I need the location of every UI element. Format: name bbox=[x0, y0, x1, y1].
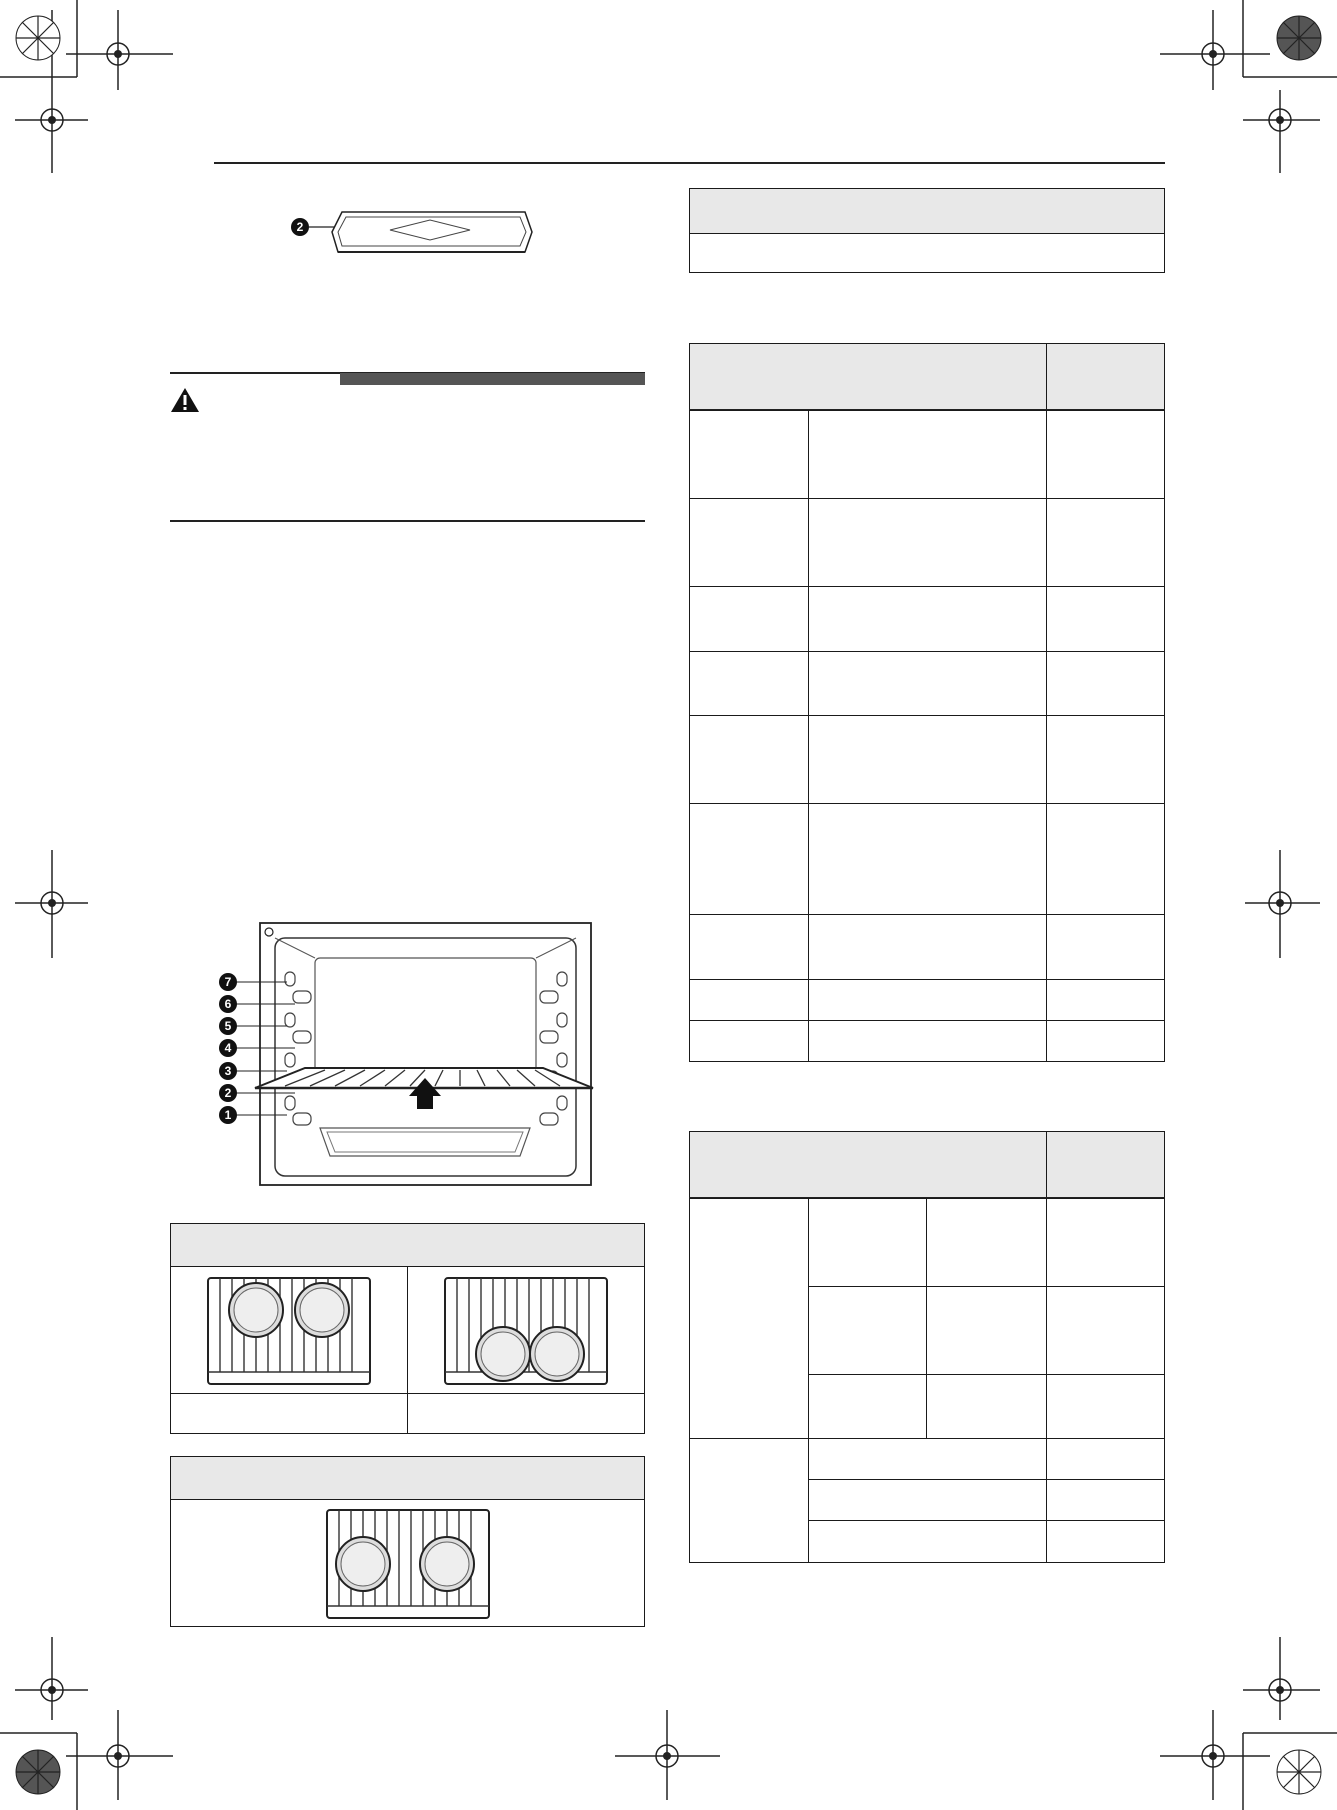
pan-figure bbox=[280, 200, 550, 270]
rack-center-pans-illustration bbox=[325, 1508, 491, 1620]
right-table-3-g2-r1-c4 bbox=[1046, 1438, 1165, 1480]
oven-cavity-illustration bbox=[215, 918, 595, 1188]
right-table-2-row-5-col-1 bbox=[689, 715, 809, 804]
right-table-2-row-3-col-3 bbox=[1046, 586, 1165, 652]
rack-position-2: 2 bbox=[219, 1084, 237, 1102]
right-table-2-row-1-col-2 bbox=[808, 410, 1047, 499]
right-table-3-header-main bbox=[689, 1131, 1047, 1199]
rack-position-4: 4 bbox=[219, 1039, 237, 1057]
rack-bottom-pans-illustration bbox=[443, 1276, 609, 1386]
right-table-2-row-8-col-1 bbox=[689, 979, 809, 1021]
right-table-3-g1-r3-c3 bbox=[926, 1374, 1047, 1439]
rack-position-3: 3 bbox=[219, 1062, 237, 1080]
right-table-3-g1-r3-c4 bbox=[1046, 1374, 1165, 1439]
right-table-3-g1-r2-c2 bbox=[808, 1286, 927, 1375]
rack-position-1: 1 bbox=[219, 1106, 237, 1124]
right-table-2-row-2-col-3 bbox=[1046, 498, 1165, 587]
right-table-3-g1-r1-c2 bbox=[808, 1198, 927, 1287]
right-table-3-group-2 bbox=[689, 1438, 809, 1563]
right-table-2-row-9-col-3 bbox=[1046, 1020, 1165, 1062]
right-table-3-g2-r2-c2 bbox=[808, 1479, 1047, 1521]
rack-position-7: 7 bbox=[219, 973, 237, 991]
right-table-3-g2-r3-c2 bbox=[808, 1520, 1047, 1563]
right-table-3-g1-r1-c3 bbox=[926, 1198, 1047, 1287]
right-table-3-g1-r3-c2 bbox=[808, 1374, 927, 1439]
rack-layout-a-header bbox=[170, 1223, 645, 1267]
right-table-2-row-5-col-3 bbox=[1046, 715, 1165, 804]
baking-pan-illustration bbox=[280, 200, 550, 270]
right-table-2-row-6-col-3 bbox=[1046, 803, 1165, 915]
rack-top-pans-illustration bbox=[206, 1276, 372, 1386]
right-table-2-row-7-col-1 bbox=[689, 914, 809, 980]
right-table-2-row-7-col-3 bbox=[1046, 914, 1165, 980]
right-table-2-row-3-col-1 bbox=[689, 586, 809, 652]
rack-position-6: 6 bbox=[219, 995, 237, 1013]
warning-bar bbox=[340, 373, 645, 385]
right-table-2-row-2-col-2 bbox=[808, 498, 1047, 587]
rack-position-5: 5 bbox=[219, 1017, 237, 1035]
right-table-2-row-2-col-1 bbox=[689, 498, 809, 587]
right-table-2-row-1-col-1 bbox=[689, 410, 809, 499]
pan-callout-badge: 2 bbox=[291, 218, 309, 236]
warning-box bbox=[170, 372, 645, 522]
warning-bottom-rule bbox=[170, 520, 645, 522]
right-table-1-header bbox=[689, 188, 1165, 234]
right-table-2-row-6-col-1 bbox=[689, 803, 809, 915]
right-table-3-g2-r2-c4 bbox=[1046, 1479, 1165, 1521]
right-table-2-row-4-col-2 bbox=[808, 651, 1047, 716]
right-table-2-row-4-col-3 bbox=[1046, 651, 1165, 716]
right-table-3-g1-r2-c4 bbox=[1046, 1286, 1165, 1375]
right-table-2-row-4-col-1 bbox=[689, 651, 809, 716]
right-table-2-row-7-col-2 bbox=[808, 914, 1047, 980]
right-table-3-g1-r2-c3 bbox=[926, 1286, 1047, 1375]
right-table-2-row-9-col-1 bbox=[689, 1020, 809, 1062]
rack-layout-a-caption-right bbox=[407, 1393, 645, 1434]
right-table-3-g1-r1-c4 bbox=[1046, 1198, 1165, 1287]
right-table-3-header-side bbox=[1046, 1131, 1165, 1199]
right-table-2-row-8-col-2 bbox=[808, 979, 1047, 1021]
right-table-2-row-8-col-3 bbox=[1046, 979, 1165, 1021]
right-table-1-row bbox=[689, 233, 1165, 273]
right-table-2-row-3-col-2 bbox=[808, 586, 1047, 652]
right-table-3-g2-r1-c2 bbox=[808, 1438, 1047, 1480]
right-table-2-row-6-col-2 bbox=[808, 803, 1047, 915]
right-table-3-g2-r3-c4 bbox=[1046, 1520, 1165, 1563]
right-table-2-row-5-col-2 bbox=[808, 715, 1047, 804]
header-rule bbox=[214, 162, 1165, 164]
right-table-3-group-1 bbox=[689, 1198, 809, 1439]
right-table-2-header-main bbox=[689, 343, 1047, 411]
oven-rack-figure bbox=[215, 918, 595, 1188]
right-table-2-header-side bbox=[1046, 343, 1165, 411]
rack-layout-b-header bbox=[170, 1456, 645, 1500]
right-table-2-row-9-col-2 bbox=[808, 1020, 1047, 1062]
rack-layout-a-caption-left bbox=[170, 1393, 408, 1434]
warning-triangle-icon bbox=[170, 386, 200, 414]
right-table-2-row-1-col-3 bbox=[1046, 410, 1165, 499]
